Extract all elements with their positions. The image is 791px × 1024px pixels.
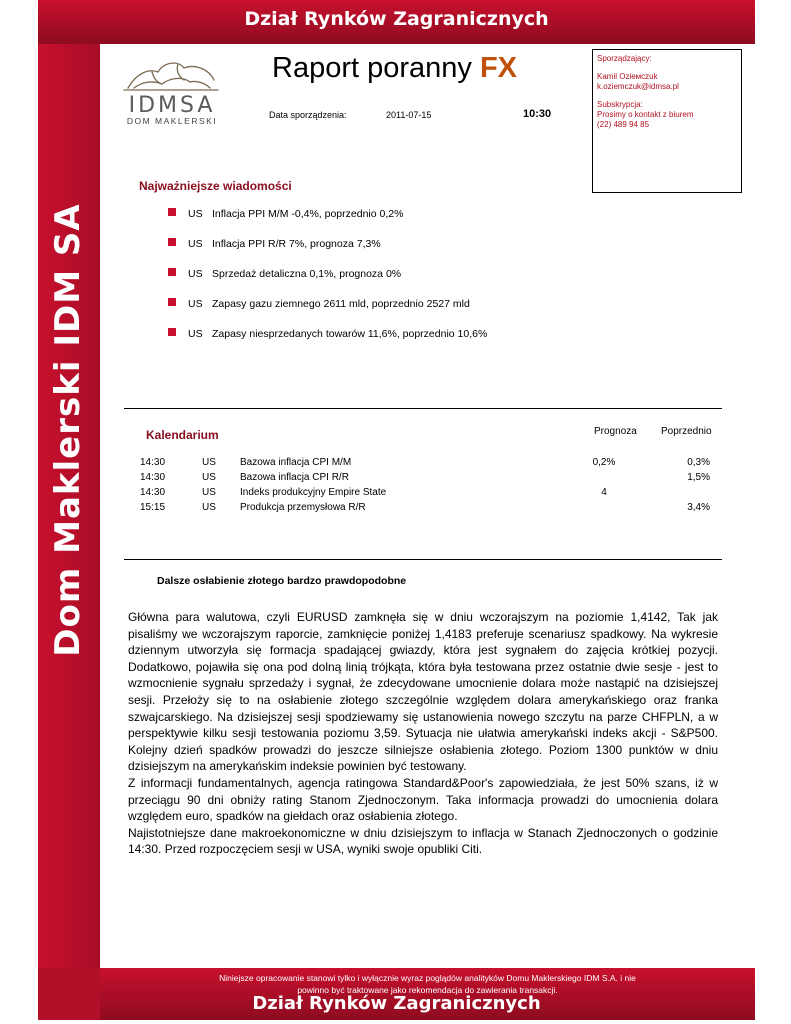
calendar-previous: 3,4% [687,502,710,513]
subscription-phone: (22) 489 94 85 [597,120,650,129]
news-text: Sprzedaż detaliczna 0,1%, prognoza 0% [212,268,402,280]
logo-wordmark: IDMSA [128,93,216,118]
header-band-title: Dział Rynków Zagranicznych [244,8,549,30]
news-text: Inflacja PPI R/R 7%, prognoza 7,3% [212,238,381,250]
divider [124,559,722,560]
subscription-text: Prosimy o kontakt z biurem [597,110,694,119]
news-item [168,268,401,280]
calendar-event: Bazowa inflacja CPI R/R [240,472,349,483]
news-country: US [188,298,203,310]
calendar-previous: 1,5% [687,472,710,483]
calendar-row [140,457,710,471]
news-country: US [188,328,203,340]
calendar-time: 14:30 [140,472,166,483]
sidebar-vertical-text: Dom Maklerski IDM SA [48,203,88,657]
news-item [168,208,403,220]
report-title-main: Raport poranny [272,52,480,84]
calendar-time: 15:15 [140,502,166,513]
article-title: Dalsze osłabienie złotego bardzo prawdopodobne [157,575,407,587]
logo-subtitle: DOM MAKLERSKI [126,116,218,126]
report-title-accent: FX [479,52,518,84]
disclaimer-line: Niniejsze opracowanie stanowi tylko i wyłącznie wyraz poglądów analityków Domu Maklerskiego IDM S.A. i nie [219,973,636,983]
subscription-label: Subskrypcja: [597,100,643,109]
bullet-square-icon [168,268,176,276]
calendar-time: 14:30 [140,457,166,468]
report-title [272,52,517,85]
news-country: US [188,238,203,250]
calendar-country: US [202,457,216,468]
news-text: Inflacja PPI M/M -0,4%, poprzednio 0,2% [212,208,404,220]
calendar-previous: 0,3% [687,457,710,468]
calendar-forecast: 4 [601,487,607,498]
date-value: 2011-07-15 [386,110,432,120]
calendar-event: Produkcja przemysłowa R/R [240,502,366,513]
calendar-country: US [202,472,216,483]
bullet-square-icon [168,208,176,216]
news-country: US [188,268,203,280]
news-country: US [188,208,203,220]
news-text: Zapasy niesprzedanych towarów 11,6%, poprzednio 10,6% [212,328,488,340]
prepared-label: Sporządzający: [597,54,652,63]
news-heading: Najważniejsze wiadomości [139,179,292,193]
calendar-col-forecast: Prognoza [594,426,637,437]
calendar-country: US [202,487,216,498]
bullet-square-icon [168,298,176,306]
author-box [592,49,742,193]
author-email[interactable]: k.oziemczuk@idmsa.pl [597,82,679,91]
footer-band-title: Dział Rynków Zagranicznych [252,993,541,1014]
report-time: 10:30 [523,108,552,120]
calendar-col-previous: Poprzednio [661,426,712,437]
news-item [168,238,381,250]
author-name: Kamil Ozieмczuk [597,72,658,81]
calendar-row [140,472,710,486]
calendar-country: US [202,502,216,513]
news-item [168,298,470,310]
bullet-square-icon [168,328,176,336]
disclaimer-line: powinno być traktowane jako rekomendacja do zawierania transakcji. [297,985,558,995]
divider [124,408,722,409]
calendar-row [140,502,710,516]
article-paragraph: Z informacji fundamentalnych, agencja ratingowa Standard&Poor's zapowiedziała, że jest 50% szans, iż w przeciągu 90 dni obniży rating Stanom Zjednoczonym. Taka informacja prowadzi do umocnienia dolara względem euro, spadków na giełdach oraz osłabienia złotego. [128,775,718,824]
calendar-event: Indeks produkcyjny Empire State [240,487,387,498]
news-text: Zapasy gazu ziemnego 2611 mld, poprzednio 2527 mld [212,298,470,310]
article-paragraph: Najistotniejsze dane makroekonomiczne w dniu dzisiejszym to inflacja w Stanach Zjednoczonych o godzinie 14:30. Przed rozpoczęciem sesji w USA, wyniki swoje opubliki Citi. [128,825,718,857]
calendar-forecast: 0,2% [592,457,616,468]
header-band [38,0,755,44]
bullet-square-icon [168,238,176,246]
calendar-time: 14:30 [140,487,166,498]
date-label: Data sporządzenia: [269,110,347,120]
calendar-heading: Kalendarium [146,428,219,442]
calendar-event: Bazowa inflacja CPI M/M [240,457,352,468]
news-item [168,328,487,340]
article-body [128,609,718,858]
article-paragraph: Główna para walutowa, czyli EURUSD zamknęła się w dniu wczorajszym na poziomie 1,4142, Tak jak pisaliśmy we wczorajszym raporcie, zamknięcie poniżej 1,4183 preferuje scenariusz spadkowy. Na wykresie dziennym utworzyła się formacja spadającej gwiazdy, która jest sygnałem do zajęcia krótkiej pozycji. Dodatkowo, pojawiła się ona pod dolną linią trójkąta, która była testowana przez ostatnie dwie sesje - jest to wzmocnienie sygnału sprzedaży i sygnał, że zdecydowane umocnienie dolara może nastąpić na dzisiejszej sesji. Przełoży się to na osłabienie złotego szczególnie względem dolara amerykańskiego oraz franka szwajcarskiego. Na dzisiejszej sesji spodziewamy się ustanowienia nowego szczytu na parze CHFPLN, a w perspektywie kilku sesji testowania poziomu 3,59. Sytuacja nie ułatwia amerykański indeks akcji - S&P500. Kolejny dzień spadków prowadzi do jeszcze silniejsze osłabienia złotego. Poziom 1300 punktów w dniu dzisiejszym na amerykańskim indeksie powinien być testowany. [128,610,718,774]
calendar-row [140,487,710,501]
